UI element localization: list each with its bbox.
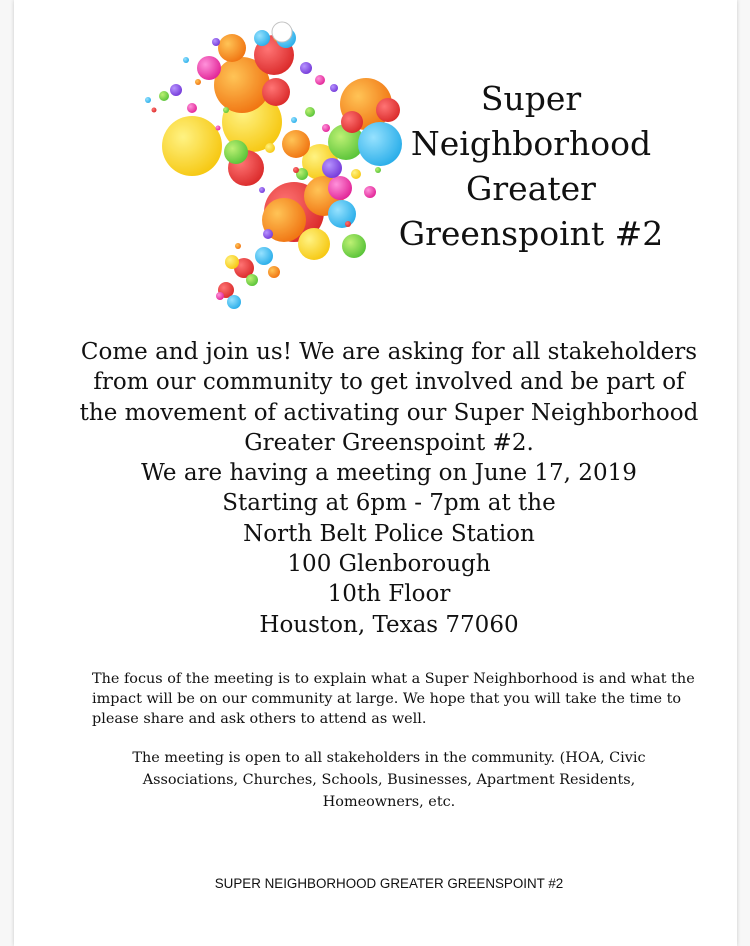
focus-paragraph bbox=[92, 669, 695, 729]
event-title bbox=[386, 76, 676, 256]
focus-line: impact will be on our community at large. We hope that you will take the time to bbox=[92, 691, 682, 707]
meeting-time-line: Starting at 6pm - 7pm at the bbox=[222, 490, 556, 517]
title-line: Super bbox=[480, 79, 582, 118]
focus-line: The focus of the meeting is to explain what a Super Neighborhood is and what the bbox=[92, 671, 695, 687]
flyer-page bbox=[14, 0, 737, 946]
open-line: The meeting is open to all stakeholders in the community. (HOA, Civic bbox=[132, 750, 646, 766]
focus-line: please share and ask others to attend as well. bbox=[92, 711, 427, 727]
invitation-line: from our community to get involved and be part of bbox=[93, 369, 685, 396]
title-line: Greater bbox=[466, 169, 596, 208]
open-line: Associations, Churches, Schools, Businesses, Apartment Residents, bbox=[142, 772, 636, 788]
invitation-text bbox=[74, 337, 704, 640]
title-line: Greenspoint #2 bbox=[398, 214, 664, 253]
venue-line: North Belt Police Station bbox=[243, 520, 535, 547]
floor-line: 10th Floor bbox=[327, 581, 451, 608]
open-line: Homeowners, etc. bbox=[322, 794, 456, 810]
invitation-line: Come and join us! We are asking for all stakeholders bbox=[80, 339, 698, 365]
meeting-date-line: We are having a meeting on June 17, 2019 bbox=[141, 460, 637, 487]
city-line: Houston, Texas 77060 bbox=[259, 611, 519, 638]
open-to-all-paragraph bbox=[74, 747, 704, 813]
page-footer: SUPER NEIGHBORHOOD GREATER GREENSPOINT #2 bbox=[214, 876, 564, 891]
invitation-line: Greater Greenspoint #2. bbox=[244, 429, 534, 456]
invitation-line: the movement of activating our Super Neighborhood bbox=[79, 399, 699, 426]
address-line: 100 Glenborough bbox=[287, 551, 491, 578]
title-line: Neighborhood bbox=[410, 124, 652, 163]
